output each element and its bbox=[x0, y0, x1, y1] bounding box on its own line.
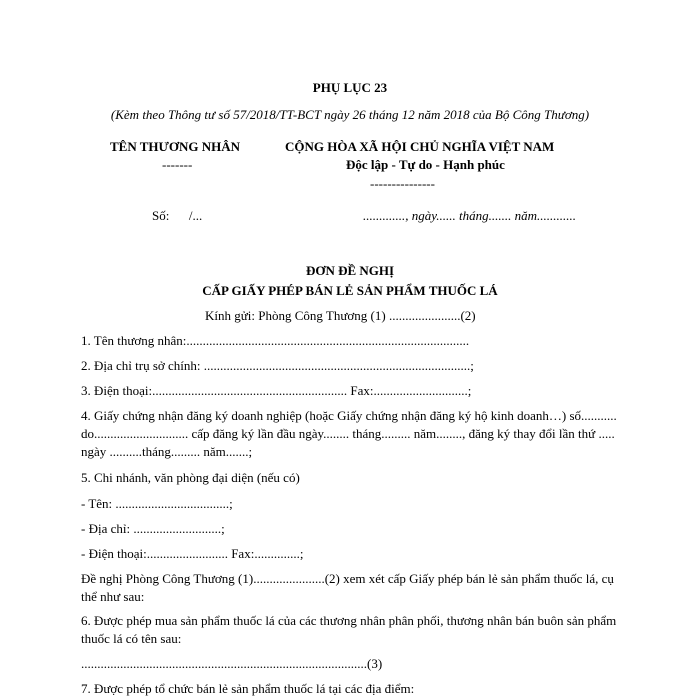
field-branch-address: - Địa chỉ: ...........................; bbox=[81, 521, 225, 536]
field-branch-phone-fax: - Điện thoại:......................... Fax:..............; bbox=[81, 546, 304, 561]
field-merchant-name: 1. Tên thương nhân:....................................................................................... bbox=[81, 333, 470, 348]
appendix-title: PHỤ LỤC 23 bbox=[312, 80, 388, 95]
item7-paragraph: 7. Được phép tổ chức bán lẻ sản phẩm thuốc lá tại các địa điểm: bbox=[81, 681, 415, 696]
field-business-registration: 4. Giấy chứng nhận đăng ký doanh nghiệp (hoặc Giấy chứng nhận đăng ký hộ kinh doanh…) số........... do............................. cấp đăng ký lần đầu ngày........ tháng......... năm........, đăng ký thay đổi lần thứ ..... ngày ..........tháng......... năm.......; bbox=[81, 408, 617, 459]
item6-paragraph: 6. Được phép mua sản phẩm thuốc lá của các thương nhân phân phối, thương nhân bán buôn sản phẩm thuốc lá có tên sau: bbox=[81, 613, 617, 646]
motto-divider: --------------- bbox=[370, 176, 435, 191]
item6-blank-line: ........................................................................................(3) bbox=[81, 656, 383, 671]
document-number: Số: /... bbox=[152, 208, 203, 223]
section-branch-heading: 5. Chi nhánh, văn phòng đại diện (nếu có) bbox=[81, 470, 300, 485]
legal-reference: (Kèm theo Thông tư số 57/2018/TT-BCT ngày 26 tháng 12 năm 2018 của Bộ Công Thương) bbox=[110, 107, 590, 122]
republic-title: CỘNG HÒA XÃ HỘI CHỦ NGHĨA VIỆT NAM bbox=[285, 139, 555, 154]
document-date: ............., ngày...... tháng....... năm............ bbox=[363, 208, 577, 223]
national-motto: Độc lập - Tự do - Hạnh phúc bbox=[346, 157, 505, 172]
form-title-line1: ĐƠN ĐỀ NGHỊ bbox=[305, 263, 395, 278]
form-title-line2: CẤP GIẤY PHÉP BÁN LẺ SẢN PHẨM THUỐC LÁ bbox=[202, 283, 498, 298]
field-head-office-address: 2. Địa chỉ trụ sở chính: ..................................................................................; bbox=[81, 358, 474, 373]
addressee: Kính gửi: Phòng Công Thương (1) ......................(2) bbox=[205, 308, 476, 323]
merchant-divider: ------- bbox=[162, 157, 193, 172]
merchant-name: TÊN THƯƠNG NHÂN bbox=[110, 139, 241, 154]
field-phone-fax: 3. Điện thoại:............................................................ Fax:.............................; bbox=[81, 383, 472, 398]
field-branch-name: - Tên: ...................................; bbox=[81, 496, 233, 511]
request-paragraph: Đề nghị Phòng Công Thương (1)......................(2) xem xét cấp Giấy phép bán lẻ sản phẩm thuốc lá, cụ thể như sau: bbox=[81, 571, 614, 604]
